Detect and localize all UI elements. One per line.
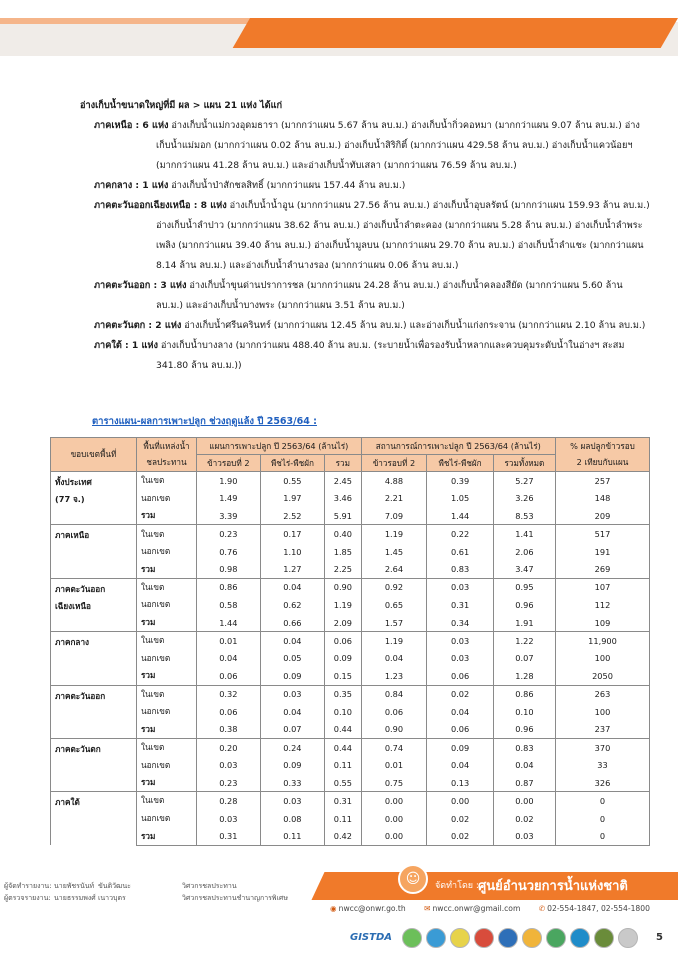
region-name-cell [51,525,137,578]
value-cell: 0.09 [260,756,324,774]
value-cell: 2.64 [361,560,427,578]
value-cell: 0.66 [260,614,324,632]
value-cell: 0.92 [361,578,427,596]
value-cell: 0.04 [197,649,261,667]
crop-plan-table [50,437,650,846]
value-cell: 0.65 [361,596,427,614]
value-cell: 3.39 [197,507,261,525]
table-row [51,632,650,650]
header-act-total: รวมทั้งหมด [493,455,555,472]
value-cell: 0 [556,810,650,828]
value-cell: 0 [556,827,650,845]
table-row [51,614,650,632]
region-label: ภาคตะวันออก : 3 แห่ง [94,280,187,291]
value-cell: 4.88 [361,472,427,490]
value-cell: 0.44 [325,721,361,739]
value-cell: 0.03 [260,685,324,703]
zone-cell: ในเขต [137,472,197,490]
partner-logo-9-icon [594,928,614,948]
value-cell: 1.28 [493,667,555,685]
region-name: ภาคใต้ [55,797,80,808]
gistda-logo: GISTDA [350,932,392,943]
region-name-cell [51,472,137,525]
table-row [51,667,650,685]
value-cell: 191 [556,543,650,561]
value-cell: 0.96 [493,596,555,614]
zone-cell: ในเขต [137,632,197,650]
region-entry [80,276,650,316]
value-cell: 0.06 [197,703,261,721]
staff-last: เนาวบุตร [98,894,126,902]
value-cell: 1.57 [361,614,427,632]
value-cell: 0.74 [361,738,427,756]
value-cell: 0.90 [361,721,427,739]
value-cell: 7.09 [361,507,427,525]
value-cell: 0.10 [493,703,555,721]
value-cell: 0.03 [260,792,324,810]
zone-cell: รวม [137,667,197,685]
value-cell: 1.27 [260,560,324,578]
table-row [51,685,650,703]
value-cell: 0.01 [197,632,261,650]
value-cell: 0.58 [197,596,261,614]
value-cell: 1.91 [493,614,555,632]
value-cell: 2.06 [493,543,555,561]
value-cell: 0.62 [260,596,324,614]
value-cell: 0.61 [427,543,494,561]
table-row [51,543,650,561]
table-title: ตารางแผน-ผลการเพาะปลูก ช่วงฤดูแล้ง ปี 2563/64 : [92,416,317,427]
value-cell: 0.00 [361,810,427,828]
region-name: เฉียงเหนือ [55,600,91,611]
value-cell: 1.05 [427,489,494,507]
value-cell: 326 [556,774,650,792]
value-cell: 0.15 [325,667,361,685]
website-text: nwcc@onwr.go.th [338,904,406,913]
value-cell: 0.09 [427,738,494,756]
value-cell: 0.40 [325,525,361,543]
value-cell: 0.02 [427,810,494,828]
value-cell: 0.03 [427,649,494,667]
page-number: 5 [656,932,663,943]
value-cell: 1.19 [361,525,427,543]
value-cell: 0.04 [493,756,555,774]
value-cell: 0.23 [197,525,261,543]
header-band-orange [233,18,678,48]
region-entry [80,316,650,336]
value-cell: 0.00 [361,792,427,810]
value-cell: 0.04 [427,703,494,721]
value-cell: 148 [556,489,650,507]
region-text [94,116,650,176]
value-cell: 1.44 [197,614,261,632]
value-cell: 0.02 [427,827,494,845]
value-cell: 370 [556,738,650,756]
partner-logo-4-icon [474,928,494,948]
region-name-cell [51,792,137,845]
value-cell: 0.31 [325,792,361,810]
value-cell: 109 [556,614,650,632]
value-cell: 1.44 [427,507,494,525]
partner-logo-7-icon [546,928,566,948]
value-cell: 0.95 [493,578,555,596]
region-name-cell [51,578,137,631]
header-source-bottom: ชลประทาน [137,455,197,472]
value-cell: 0.02 [493,810,555,828]
header-act-rice: ข้าวรอบที่ 2 [361,455,427,472]
phone-icon: ✆ [538,904,546,913]
value-cell: 0.00 [493,792,555,810]
region-reservoirs: อ่างเก็บน้ำแม่กวงอุดมธารา (มากกว่าแผน 5.67 ล้าน ลบ.ม.) อ่างเก็บน้ำกิ่วคอหมา (มากกว่าแผน 9.07 ล้าน ลบ.ม.) อ่างเก็บน้ำแม่มอก (มากกว่าแผน 0.02 ล้าน ลบ.ม.) อ่างเก็บน้ำสิริกิติ์ (มากกว่าแผน 429.58 ล้าน ลบ.ม.) อ่างเก็บน้ำแควน้อยฯ (มากกว่าแผน 41.28 ล้าน ลบ.ม.) และอ่างเก็บน้ำทับเสลา (มากกว่าแผน 76.59 ล้าน ลบ.ม.) [156,120,640,171]
value-cell: 3.26 [493,489,555,507]
table-row [51,578,650,596]
table-row [51,472,650,490]
region-reservoirs: อ่างเก็บน้ำขุนด่านปราการชล (มากกว่าแผน 24.28 ล้าน ลบ.ม.) อ่างเก็บน้ำคลองสียัด (มากกว่าแผน 5.60 ล้าน ลบ.ม.) และอ่างเก็บน้ำบางพระ (มากกว่าแผน 3.51 ล้าน ลบ.ม.) [156,280,623,311]
value-cell: 257 [556,472,650,490]
footer-org-prefix: จัดทำโดย : [435,881,479,891]
staff-first: นายพัชรนันท์ [54,882,95,890]
email-contact[interactable] [424,904,528,913]
value-cell: 0.87 [493,774,555,792]
value-cell: 0.75 [361,774,427,792]
region-reservoirs: อ่างเก็บน้ำป่าสักชลสิทธิ์ (มากกว่าแผน 157.44 ล้าน ลบ.ม.) [171,180,406,191]
value-cell: 0.86 [197,578,261,596]
zone-cell: รวม [137,721,197,739]
header-band-light [0,18,280,24]
region-name-cell [51,632,137,685]
footer-org-name: ศูนย์อำนวยการน้ำแห่งชาติ [478,879,628,894]
value-cell: 0.08 [260,810,324,828]
region-label: ภาคตะวันตก : 2 แห่ง [94,320,182,331]
footer-contacts [330,904,666,913]
header-plan-group: แผนการเพาะปลูก ปี 2563/64 (ล้านไร่) [197,438,362,455]
value-cell: 0.86 [493,685,555,703]
value-cell: 2.52 [260,507,324,525]
value-cell: 0.31 [197,827,261,845]
table-row [51,489,650,507]
region-entry [80,336,650,376]
value-cell: 0.13 [427,774,494,792]
region-entry [80,176,650,196]
value-cell: 1.22 [493,632,555,650]
value-cell: 237 [556,721,650,739]
partner-logo-6-icon [522,928,542,948]
value-cell: 1.85 [325,543,361,561]
value-cell: 11,900 [556,632,650,650]
value-cell: 0.98 [197,560,261,578]
value-cell: 0.01 [361,756,427,774]
value-cell: 209 [556,507,650,525]
table-row [51,649,650,667]
value-cell: 0.84 [361,685,427,703]
region-text [94,176,650,196]
zone-cell: รวม [137,507,197,525]
value-cell: 0.00 [427,792,494,810]
value-cell: 0.07 [493,649,555,667]
region-label: ภาคตะวันออกเฉียงเหนือ : 8 แห่ง [94,200,227,211]
phone-text: 02-554-1847, 02-554-1800 [547,904,650,913]
zone-cell: รวม [137,827,197,845]
partner-logos [350,924,650,954]
value-cell: 0.38 [197,721,261,739]
value-cell: 0.03 [427,632,494,650]
zone-cell: นอกเขต [137,810,197,828]
value-cell: 263 [556,685,650,703]
region-name: ภาคตะวันออก [55,583,106,594]
region-name: (77 จ.) [55,494,85,504]
value-cell: 3.47 [493,560,555,578]
header-plan-rice: ข้าวรอบที่ 2 [197,455,261,472]
partner-logo-3-icon [450,928,470,948]
header-actual-group: สถานการณ์การเพาะปลูก ปี 2563/64 (ล้านไร่) [361,438,555,455]
value-cell: 2050 [556,667,650,685]
zone-cell: นอกเขต [137,703,197,721]
header-act-field: พืชไร่-พืชผัก [427,455,494,472]
value-cell: 1.97 [260,489,324,507]
header-plan-total: รวม [325,455,361,472]
staff-title: วิศวกรชลประทาน [182,882,237,890]
value-cell: 0.04 [361,649,427,667]
staff-role: ผู้ตรวจรายงาน: [4,894,51,902]
mail-icon: ✉ [424,904,431,913]
staff-role: ผู้จัดทำรายงาน: [4,882,52,890]
value-cell: 2.45 [325,472,361,490]
value-cell: 0.07 [260,721,324,739]
value-cell: 0.55 [260,472,324,490]
region-reservoirs: อ่างเก็บน้ำบางลาง (มากกว่าแผน 488.40 ล้าน ลบ.ม. (ระบายน้ำเพื่อรองรับน้ำหลากและควบคุมระดับน้ำในอ่างฯ สะสม 341.80 ล้าน ลบ.ม.)) [156,340,625,371]
table-row [51,507,650,525]
value-cell: 1.49 [197,489,261,507]
value-cell: 0.42 [325,827,361,845]
value-cell: 0.23 [197,774,261,792]
value-cell: 0.32 [197,685,261,703]
region-label: ภาคกลาง : 1 แห่ง [94,180,169,191]
value-cell: 107 [556,578,650,596]
value-cell: 0.55 [325,774,361,792]
table-row [51,827,650,845]
value-cell: 0.06 [427,667,494,685]
value-cell: 0.04 [260,578,324,596]
header-band [0,0,678,62]
value-cell: 3.46 [325,489,361,507]
value-cell: 0.00 [361,827,427,845]
staff-first: นายธรรมพงศ์ [54,894,96,902]
region-name: ภาคตะวันออก [55,690,106,701]
zone-cell: ในเขต [137,685,197,703]
staff-last: ขันติวัฒนะ [98,882,131,890]
region-name: ภาคเหนือ [55,530,90,541]
table-row [51,525,650,543]
value-cell: 1.41 [493,525,555,543]
phone-contact [539,904,658,913]
value-cell: 0.24 [260,738,324,756]
value-cell: 0.90 [325,578,361,596]
region-reservoirs: อ่างเก็บน้ำน้ำอูน (มากกว่าแผน 27.56 ล้าน ลบ.ม.) อ่างเก็บน้ำอุบลรัตน์ (มากกว่าแผน 159.93 ล้าน ลบ.ม.) อ่างเก็บน้ำลำปาว (มากกว่าแผน 38.62 ล้าน ลบ.ม.) อ่างเก็บน้ำลำตะคอง (มากกว่าแผน 5.28 ล้าน ลบ.ม.) อ่างเก็บน้ำลำพระเพลิง (มากกว่าแผน 39.40 ล้าน ลบ.ม.) อ่างเก็บน้ำมูลบน (มากกว่าแผน 29.70 ล้าน ลบ.ม.) อ่างเก็บน้ำลำแชะ (มากกว่าแผน 8.14 ล้าน ลบ.ม.) และอ่างเก็บน้ำลำนางรอง (มากกว่าแผน 0.06 ล้าน ลบ.ม.) [156,200,650,271]
value-cell: 0.06 [361,703,427,721]
region-name: ทั้งประเทศ [55,477,92,487]
value-cell: 0.03 [197,810,261,828]
region-label: ภาคใต้ : 1 แห่ง [94,340,158,351]
zone-cell: นอกเขต [137,596,197,614]
region-text [94,276,650,316]
value-cell: 0.17 [260,525,324,543]
value-cell: 112 [556,596,650,614]
table-row [51,756,650,774]
value-cell: 0.04 [427,756,494,774]
table-row [51,792,650,810]
value-cell: 0.10 [325,703,361,721]
header-region: ขอบเขตพื้นที่ [51,438,137,472]
partner-logo-1-icon [402,928,422,948]
value-cell: 1.19 [361,632,427,650]
value-cell: 1.90 [197,472,261,490]
value-cell: 0.04 [260,703,324,721]
header-source-top: พื้นที่แหล่งน้ำ [137,438,197,455]
value-cell: 8.53 [493,507,555,525]
water-drop-mascot-icon: ☺ [398,864,428,894]
region-list [80,116,650,376]
value-cell: 0.05 [260,649,324,667]
region-entry [80,196,650,276]
value-cell: 1.45 [361,543,427,561]
table-row [51,703,650,721]
zone-cell: รวม [137,560,197,578]
region-name-cell [51,738,137,791]
value-cell: 269 [556,560,650,578]
value-cell: 0.03 [493,827,555,845]
value-cell: 0.11 [260,827,324,845]
partner-logo-8-icon [570,928,590,948]
value-cell: 0.20 [197,738,261,756]
staff-title: วิศวกรชลประทานชำนาญการพิเศษ [182,894,288,902]
value-cell: 0.28 [197,792,261,810]
value-cell: 100 [556,703,650,721]
value-cell: 0.04 [260,632,324,650]
region-label: ภาคเหนือ : 6 แห่ง [94,120,169,131]
value-cell: 5.27 [493,472,555,490]
value-cell: 0.22 [427,525,494,543]
value-cell: 33 [556,756,650,774]
region-text [94,316,650,336]
zone-cell: นอกเขต [137,649,197,667]
value-cell: 0.11 [325,810,361,828]
region-text [94,336,650,376]
globe-icon: ◉ [330,904,337,913]
value-cell: 0.31 [427,596,494,614]
value-cell: 2.25 [325,560,361,578]
region-name: ภาคกลาง [55,637,90,648]
value-cell: 0.83 [427,560,494,578]
region-name: ภาคตะวันตก [55,743,101,754]
value-cell: 0.83 [493,738,555,756]
value-cell: 0.06 [325,632,361,650]
value-cell: 517 [556,525,650,543]
region-name-cell [51,685,137,738]
table-row [51,560,650,578]
value-cell: 0.76 [197,543,261,561]
header-pct-bottom: 2 เทียบกับแผน [556,455,650,472]
table-row [51,810,650,828]
value-cell: 0.44 [325,738,361,756]
value-cell: 1.19 [325,596,361,614]
table-body [51,472,650,846]
zone-cell: รวม [137,774,197,792]
zone-cell: นอกเขต [137,543,197,561]
partner-logo-2-icon [426,928,446,948]
email-text: nwcc.onwr@gmail.com [432,904,521,913]
value-cell: 0.03 [197,756,261,774]
table-row [51,596,650,614]
value-cell: 0.02 [427,685,494,703]
reservoir-summary [80,96,650,376]
table-row [51,721,650,739]
region-reservoirs: อ่างเก็บน้ำศรีนครินทร์ (มากกว่าแผน 12.45 ล้าน ลบ.ม.) และอ่างเก็บน้ำแก่งกระจาน (มากกว่าแผน 2.10 ล้าน ลบ.ม.) [184,320,646,331]
value-cell: 0.33 [260,774,324,792]
value-cell: 1.23 [361,667,427,685]
partner-logo-10-icon [618,928,638,948]
value-cell: 0.39 [427,472,494,490]
value-cell: 0.06 [427,721,494,739]
value-cell: 0 [556,792,650,810]
zone-cell: นอกเขต [137,756,197,774]
zone-cell: ในเขต [137,525,197,543]
value-cell: 100 [556,649,650,667]
value-cell: 1.10 [260,543,324,561]
partner-logo-5-icon [498,928,518,948]
page-footer [0,860,678,960]
region-entry [80,116,650,176]
region-text [94,196,650,276]
value-cell: 0.09 [260,667,324,685]
table-row [51,774,650,792]
value-cell: 0.34 [427,614,494,632]
zone-cell: ในเขต [137,578,197,596]
value-cell: 0.35 [325,685,361,703]
zone-cell: รวม [137,614,197,632]
value-cell: 0.11 [325,756,361,774]
website-contact[interactable] [330,904,414,913]
header-pct-top: % ผลปลูกข้าวรอบ [556,438,650,455]
value-cell: 2.21 [361,489,427,507]
zone-cell: ในเขต [137,792,197,810]
value-cell: 5.91 [325,507,361,525]
summary-title: อ่างเก็บน้ำขนาดใหญ่ที่มี ผล > แผน 21 แห่ง ได้แก่ [80,100,283,111]
table-row [51,738,650,756]
value-cell: 0.09 [325,649,361,667]
zone-cell: ในเขต [137,738,197,756]
value-cell: 0.03 [427,578,494,596]
header-plan-field: พืชไร่-พืชผัก [260,455,324,472]
value-cell: 0.96 [493,721,555,739]
zone-cell: นอกเขต [137,489,197,507]
value-cell: 2.09 [325,614,361,632]
value-cell: 0.06 [197,667,261,685]
